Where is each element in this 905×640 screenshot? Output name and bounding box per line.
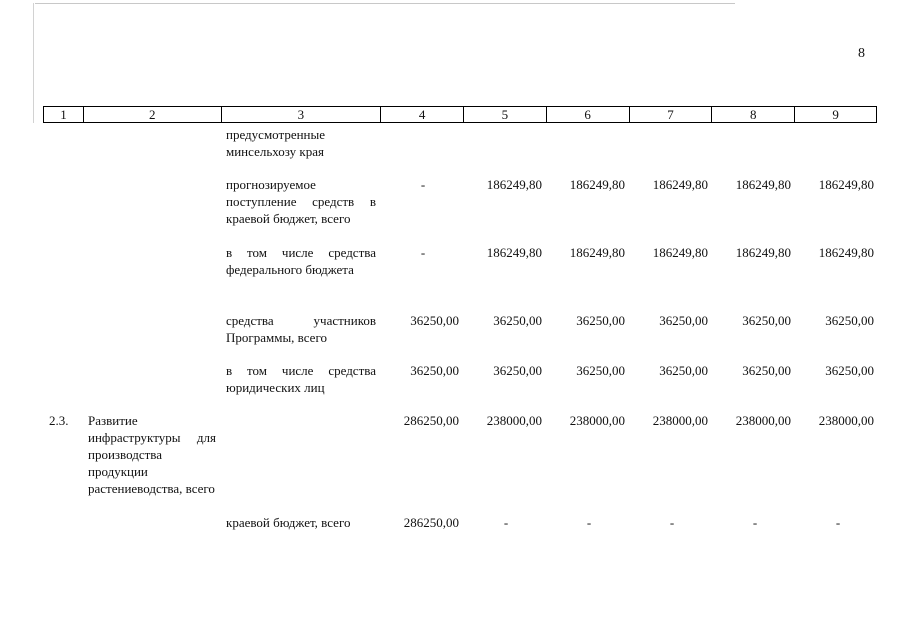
scan-left-edge — [33, 3, 34, 123]
row-4-value-7: 36250,00 — [659, 363, 708, 378]
column-number-3: 3 — [221, 107, 381, 122]
row-5-value-6: 238000,00 — [569, 413, 625, 428]
column-number-2: 2 — [83, 107, 221, 122]
row-4-value-6: 36250,00 — [576, 363, 625, 378]
row-6-value-6: - — [586, 515, 592, 530]
row-6-value-5: - — [503, 515, 509, 530]
row-2-description: в том числе средства федерального бюджета — [226, 245, 376, 277]
row-1-value-4: - — [420, 177, 426, 192]
row-1-value-7: 186249,80 — [652, 177, 708, 192]
row-5-value-4: 286250,00 — [403, 413, 459, 428]
row-4-value-4: 36250,00 — [410, 363, 459, 378]
column-number-4: 4 — [380, 107, 463, 122]
row-2-value-8: 186249,80 — [735, 245, 791, 260]
row-6-description: краевой бюджет, всего — [226, 515, 351, 530]
row-2-value-7: 186249,80 — [652, 245, 708, 260]
row-4-value-5: 36250,00 — [493, 363, 542, 378]
column-number-8: 8 — [711, 107, 794, 122]
row-3-value-7: 36250,00 — [659, 313, 708, 328]
column-number-5: 5 — [463, 107, 546, 122]
row-4-description: в том числе средства юридических лиц — [226, 363, 376, 395]
row-3-value-6: 36250,00 — [576, 313, 625, 328]
column-number-7: 7 — [629, 107, 712, 122]
column-number-6: 6 — [546, 107, 629, 122]
scan-top-edge — [35, 3, 735, 4]
row-1-value-6: 186249,80 — [569, 177, 625, 192]
row-4-value-8: 36250,00 — [742, 363, 791, 378]
row-5-value-5: 238000,00 — [486, 413, 542, 428]
row-5-value-7: 238000,00 — [652, 413, 708, 428]
row-6-value-7: - — [669, 515, 675, 530]
column-number-9: 9 — [794, 107, 876, 122]
row-3-description: средства участников Программы, всего — [226, 313, 376, 345]
row-1-description: прогнозируемое поступление средств в краевой бюджет, всего — [226, 177, 376, 226]
row-5-value-9: 238000,00 — [818, 413, 874, 428]
row-2-value-4: - — [420, 245, 426, 260]
page-number: 8 — [858, 46, 865, 61]
row-3-value-9: 36250,00 — [825, 313, 874, 328]
row-2-value-9: 186249,80 — [818, 245, 874, 260]
row-3-value-8: 36250,00 — [742, 313, 791, 328]
row-5-code: 2.3. — [49, 413, 69, 428]
row-1-value-5: 186249,80 — [486, 177, 542, 192]
column-number-1: 1 — [60, 107, 67, 122]
row-5-value-8: 238000,00 — [735, 413, 791, 428]
row-5-item-name: Развитие инфраструктуры для производства продукции растениеводства, всего — [88, 413, 216, 496]
row-2-value-5: 186249,80 — [486, 245, 542, 260]
row-1-value-8: 186249,80 — [735, 177, 791, 192]
row-3-value-4: 36250,00 — [410, 313, 459, 328]
table-column-numbers — [43, 106, 877, 123]
row-6-value-9: - — [835, 515, 841, 530]
row-0-description: предусмотренные минсельхозу края — [226, 127, 326, 159]
row-6-value-8: - — [752, 515, 758, 530]
row-6-value-4: 286250,00 — [403, 515, 459, 530]
row-4-value-9: 36250,00 — [825, 363, 874, 378]
row-2-value-6: 186249,80 — [569, 245, 625, 260]
row-1-value-9: 186249,80 — [818, 177, 874, 192]
row-3-value-5: 36250,00 — [493, 313, 542, 328]
